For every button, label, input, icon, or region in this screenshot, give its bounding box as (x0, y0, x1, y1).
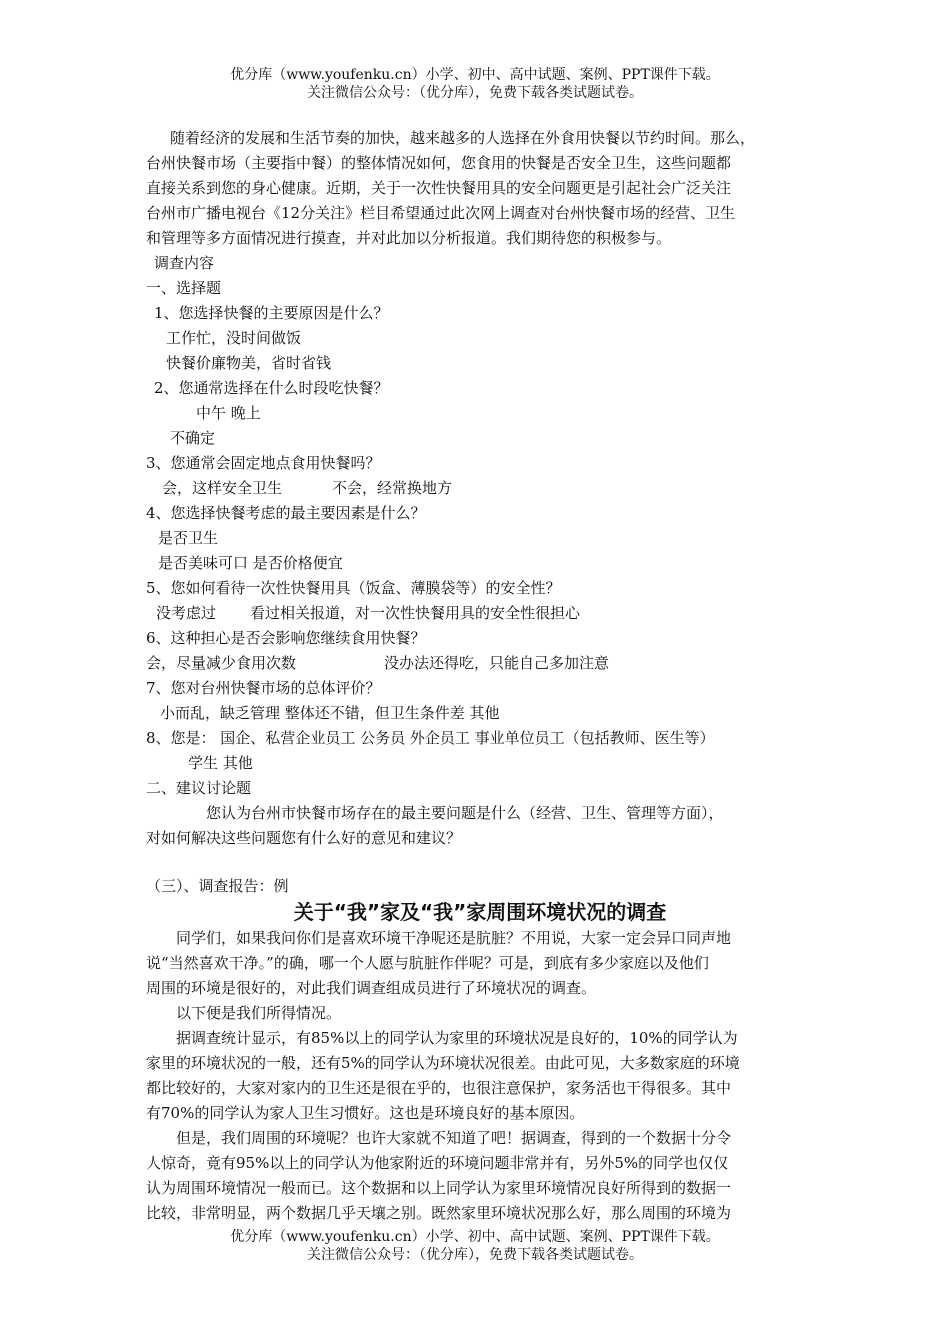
question-3-option: 不会，经常换地方 (332, 479, 453, 497)
intro-line: 台州快餐市场（主要指中餐）的整体情况如何，您食用的快餐是否安全卫生，这些问题都 (146, 154, 732, 172)
question-2-option: 不确定 (170, 429, 216, 447)
question-7: 7、您对台州快餐市场的总体评价？ (146, 679, 381, 697)
question-1-option: 快餐价廉物美，省时省钱 (166, 354, 332, 372)
question-3-option: 会，这样安全卫生 (162, 479, 283, 497)
question-4-option: 是否美味可口 是否价格便宜 (158, 554, 343, 572)
page-footer (0, 1228, 950, 1264)
question-1: 1、您选择快餐的主要原因是什么？ (154, 304, 389, 322)
report-paragraph-line: 据调查统计显示，有85%以上的同学认为家里的环境状况是良好的，10%的同学认为 (176, 1029, 738, 1047)
question-4: 4、您选择快餐考虑的最主要因素是什么？ (146, 504, 426, 522)
footer-line-1: 优分库（www.youfenku.cn）小学、初中、高中试题、案例、PPT课件下载。 (230, 1229, 720, 1245)
intro-line: 随着经济的发展和生活节奏的加快，越来越多的人选择在外食用快餐以节约时间。那么， (170, 129, 756, 147)
report-title: 关于“我”家及“我”家周围环境状况的调查 (293, 900, 667, 924)
question-6-option: 会，尽量减少食用次数 (146, 654, 297, 672)
report-paragraph-line: 但是，我们周围的环境呢？也许大家就不知道了吧！据调查，得到的一个数据十分令 (176, 1129, 732, 1147)
question-4-option: 是否卫生 (158, 529, 219, 547)
page-header (0, 66, 950, 102)
section-choice-questions: 一、选择题 (146, 279, 222, 297)
question-8-options: 学生 其他 (188, 754, 253, 772)
footer-line-2: 关注微信公众号：（优分库），免费下载各类试题试卷。 (307, 1247, 643, 1263)
report-paragraph-line: 比较，非常明显，两个数据几乎天壤之别。既然家里环境状况那么好，那么周围的环境为 (146, 1204, 732, 1222)
question-5-option: 没考虑过 (156, 604, 217, 622)
question-2: 2、您通常选择在什么时段吃快餐？ (154, 379, 389, 397)
question-6-option: 没办法还得吃，只能自己多加注意 (384, 654, 610, 672)
report-paragraph-line: 周围的环境是很好的，对此我们调查组成员进行了环境状况的调查。 (146, 979, 597, 997)
intro-line: 台州市广播电视台《12分关注》栏目希望通过此次网上调查对台州快餐市场的经营、卫生 (146, 204, 736, 222)
intro-line: 和管理等多方面情况进行摸查，并对此加以分析报道。我们期待您的积极参与。 (146, 229, 672, 247)
report-label: （三）、调查报告：例 (146, 877, 289, 895)
discussion-line: 您认为台州市快餐市场存在的最主要问题是什么（经营、卫生、管理等方面）， (206, 804, 724, 822)
report-paragraph-line: 同学们，如果我问你们是喜欢环境干净呢还是肮脏？不用说，大家一定会异口同声地 (176, 929, 732, 947)
header-line-2: 关注微信公众号：（优分库），免费下载各类试题试卷。 (307, 85, 643, 101)
report-paragraph-line: 都比较好的，大家对家内的卫生还是很在乎的，也很注意保护，家务活也干得很多。其中 (146, 1079, 732, 1097)
question-5-option: 看过相关报道，对一次性快餐用具的安全性很担心 (250, 604, 581, 622)
section-discussion: 二、建议讨论题 (146, 779, 252, 797)
discussion-line: 对如何解决这些问题您有什么好的意见和建议？ (146, 829, 462, 847)
survey-heading: 调查内容 (154, 254, 215, 272)
report-paragraph-line: 认为周围环境情况一般而已。这个数据和以上同学认为家里环境情况良好所得到的数据一 (146, 1179, 732, 1197)
report-paragraph-line: 人惊奇，竟有95%以上的同学认为他家附近的环境问题非常并有，另外5%的同学也仅仅 (146, 1154, 729, 1172)
question-8: 8、您是： 国企、私营企业员工 公务员 外企员工 事业单位员工（包括教师、医生等） (146, 729, 715, 747)
question-5: 5、您如何看待一次性快餐用具（饭盒、薄膜袋等）的安全性？ (146, 579, 561, 597)
header-line-1: 优分库（www.youfenku.cn）小学、初中、高中试题、案例、PPT课件下载。 (230, 67, 720, 83)
report-paragraph-line: 家里的环境状况的一般，还有5%的同学认为环境状况很差。由此可见，大多数家庭的环境 (146, 1054, 740, 1072)
question-2-option: 中午 晚上 (196, 404, 261, 422)
question-1-option: 工作忙，没时间做饭 (166, 329, 302, 347)
intro-line: 直接关系到您的身心健康。近期，关于一次性快餐用具的安全问题更是引起社会广泛关注 (146, 179, 732, 197)
question-7-options: 小而乱，缺乏管理 整体还不错，但卫生条件差 其他 (160, 704, 500, 722)
report-paragraph-line: 有70%的同学认为家人卫生习惯好。这也是环境良好的基本原因。 (146, 1104, 585, 1122)
question-6: 6、这种担心是否会影响您继续食用快餐？ (146, 629, 426, 647)
report-paragraph-line: 说“当然喜欢干净。”的确，哪一个人愿与肮脏作伴呢？可是，到底有多少家庭以及他们 (146, 954, 709, 972)
question-3: 3、您通常会固定地点食用快餐吗？ (146, 454, 381, 472)
report-paragraph-line: 以下便是我们所得情况。 (176, 1004, 342, 1022)
